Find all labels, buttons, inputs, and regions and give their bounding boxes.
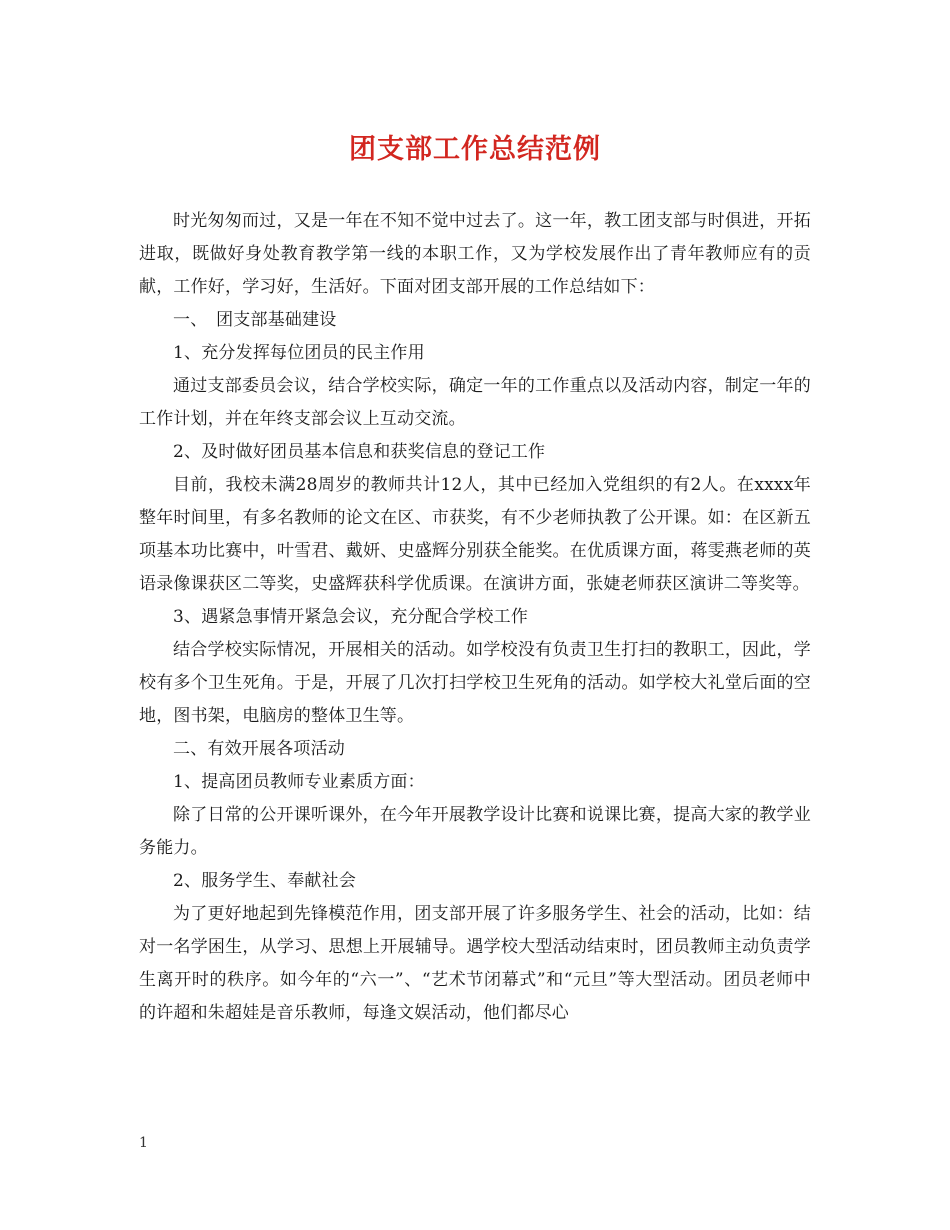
paragraph-1-1: 通过支部委员会议，结合学校实际，确定一年的工作重点以及活动内容，制定一年的工作计划，并在年终支部会议上互动交流。 xyxy=(139,376,811,429)
document-body xyxy=(139,205,811,1030)
subsection-heading-1-3: 3、遇紧急事情开紧急会议，充分配合学校工作 xyxy=(173,607,529,627)
subsection-heading-1-2: 2、及时做好团员基本信息和获奖信息的登记工作 xyxy=(173,442,546,462)
subsection-heading-2-1: 1、提高团员教师专业素质方面： xyxy=(173,772,425,792)
paragraph-1-2: 目前，我校未满28周岁的教师共计12人，其中已经加入党组织的有2人。在xxxx年整年时间里，有多名教师的论文在区、市获奖，有不少老师执教了公开课。如：在区新五项基本功比赛中，叶雪君、戴妍、史盛辉分别获全能奖。在优质课方面，蒋雯燕老师的英语录像课获区二等奖，史盛辉获科学优质课。在演讲方面，张婕老师获区演讲二等奖等。 xyxy=(139,475,811,594)
paragraph-intro: 时光匆匆而过，又是一年在不知不觉中过去了。这一年，教工团支部与时俱进，开拓进取，既做好身处教育教学第一线的本职工作，又为学校发展作出了青年教师应有的贡献，工作好，学习好，生活好。下面对团支部开展的工作总结如下： xyxy=(139,211,811,297)
section-heading-2: 二、有效开展各项活动 xyxy=(173,739,345,759)
subsection-heading-1-1: 1、充分发挥每位团员的民主作用 xyxy=(173,343,425,363)
subsection-heading-2-2: 2、服务学生、奉献社会 xyxy=(173,871,357,891)
paragraph-2-2: 为了更好地起到先锋模范作用，团支部开展了许多服务学生、社会的活动，比如：结对一名学困生，从学习、思想上开展辅导。遇学校大型活动结束时，团员教师主动负责学生离开时的秩序。如今年的“六一”、“艺术节闭幕式”和“元旦”等大型活动。团员老师中的许超和朱超娃是音乐教师，每逢文娱活动，他们都尽心 xyxy=(139,904,811,1023)
paragraph-2-1: 除了日常的公开课听课外，在今年开展教学设计比赛和说课比赛，提高大家的教学业务能力。 xyxy=(139,805,811,858)
page-number: 1 xyxy=(139,1135,148,1151)
paragraph-1-3: 结合学校实际情况，开展相关的活动。如学校没有负责卫生打扫的教职工，因此，学校有多个卫生死角。于是，开展了几次打扫学校卫生死角的活动。如学校大礼堂后面的空地，图书架，电脑房的整体卫生等。 xyxy=(139,640,811,726)
section-heading-1: 一、 团支部基础建设 xyxy=(173,310,337,330)
document-title: 团支部工作总结范例 xyxy=(349,134,601,165)
